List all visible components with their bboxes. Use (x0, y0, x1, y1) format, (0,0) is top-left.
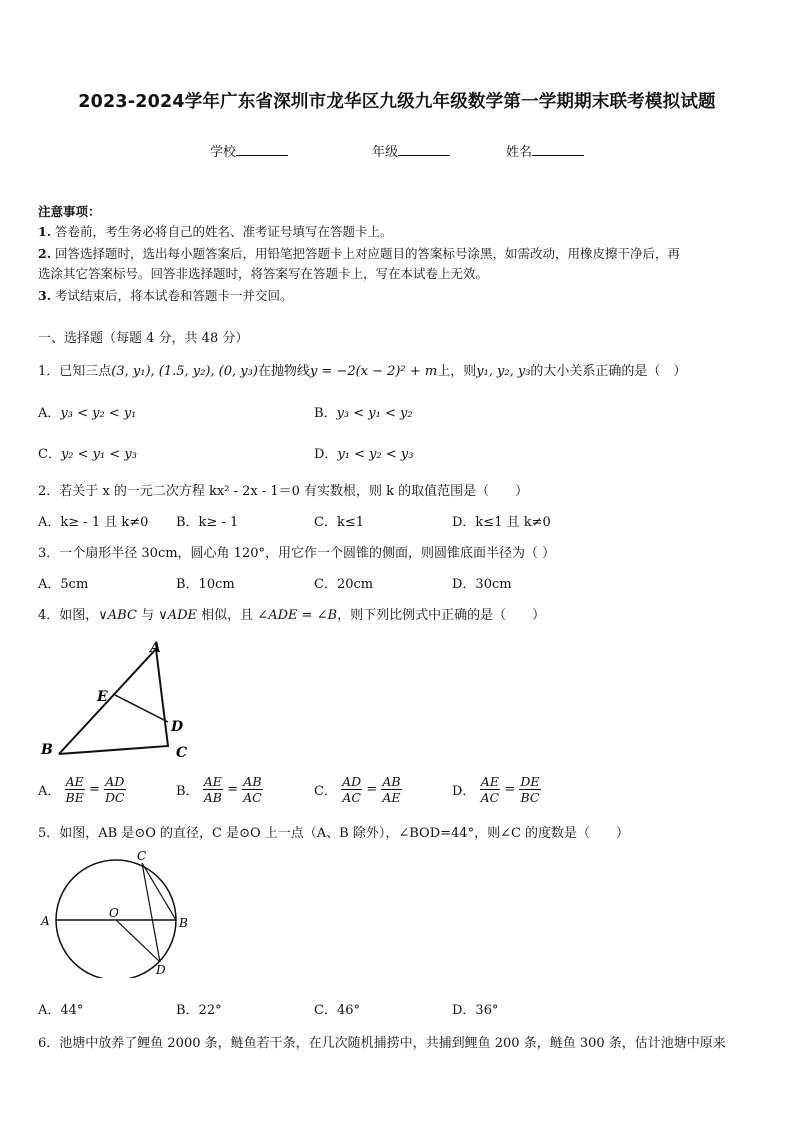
label-c: C (137, 850, 147, 863)
question-6-stem: 6．池塘中放养了鲤鱼 2000 条，鲢鱼若干条，在几次随机捕捞中，共捕到鲤鱼 200 条，鲢鱼 300 条，估计池塘中原来 (38, 1036, 726, 1051)
q4-b-frac-1: $\frac{AE}{AB}$ (203, 774, 222, 805)
q1-text-a: 1．已知三点 (38, 364, 112, 379)
triangle-abc (59, 649, 168, 754)
segment-ed (115, 695, 168, 722)
q4-a-frac-1: $\frac{AE}{BE}$ (65, 774, 84, 805)
note-2a (38, 244, 680, 263)
question-2-stem: 2．若关于 x 的一元二次方程 kx² - 2x - 1＝0 有实数根，则 k 的取值范围是（ ） (38, 484, 529, 499)
name-label: 姓名 (506, 145, 533, 160)
q4-option-c[interactable]: C． $\frac{AD}{AC}$ = $\frac{AB}{AE}$ (314, 774, 401, 805)
grade-label: 年级 (372, 145, 399, 160)
q1-parabola: y = −2(x − 2)² + m (309, 364, 438, 379)
school-label: 学校 (210, 145, 237, 160)
note-1-text: 答卷前，考生务必将自己的姓名、准考证号填写在答题卡上。 (55, 224, 393, 239)
q1-text-c: 上，则 (437, 364, 477, 379)
school-blank (236, 143, 288, 156)
exam-title: 2023-2024学年广东省深圳市龙华区九级九年级数学第一学期期末联考模拟试题 (78, 92, 716, 112)
q1-option-b[interactable]: B．y₃ < y₁ < y₂ (314, 406, 413, 421)
triangle-figure (36, 636, 196, 764)
q4-c-frac-1: $\frac{AD}{AC}$ (342, 774, 362, 805)
q5-option-b[interactable]: B．22° (176, 1003, 222, 1018)
question-1-stem (38, 360, 686, 379)
q4-b-frac-2: $\frac{AB}{AC}$ (243, 774, 262, 805)
note-3 (38, 286, 293, 305)
q3-option-a[interactable]: A．5cm (38, 577, 89, 592)
q4-option-a[interactable]: A． $\frac{AE}{BE}$ = $\frac{AD}{DC}$ (38, 774, 125, 805)
label-c: C (176, 745, 188, 761)
label-b: B (41, 742, 53, 758)
q4-d-frac-1: $\frac{AE}{AC}$ (480, 774, 500, 805)
q1-option-d[interactable]: D．y₁ < y₂ < y₃ (314, 447, 414, 462)
q2-option-a[interactable]: A．k≥ - 1 且 k≠0 (38, 515, 149, 530)
q3-option-c[interactable]: C．20cm (314, 577, 374, 592)
q2-option-d[interactable]: D．k≤1 且 k≠0 (452, 515, 551, 530)
q1-option-c[interactable]: C．y₂ < y₁ < y₃ (38, 447, 137, 462)
q3-option-b[interactable]: B．10cm (176, 577, 235, 592)
name-field (506, 141, 584, 160)
q4-option-b[interactable]: B． $\frac{AE}{AB}$ = $\frac{AB}{AC}$ (176, 774, 262, 805)
q4-c-frac-2: $\frac{AB}{AE}$ (382, 774, 401, 805)
label-a: A (41, 914, 50, 928)
label-o: O (109, 906, 119, 920)
note-3-num: 3. (38, 288, 52, 303)
label-e: E (97, 689, 108, 705)
grade-field (372, 141, 450, 160)
circle-figure (36, 850, 196, 978)
question-3-stem: 3．一个扇形半径 30cm，圆心角 120°，用它作一个圆锥的侧面，则圆锥底面半径为（ ） (38, 546, 556, 561)
q5-option-d[interactable]: D．36° (452, 1003, 499, 1018)
note-2-text-a: 回答选择题时，选出每小题答案后，用铅笔把答题卡上对应题目的答案标号涂黑，如需改动，用橡皮擦干净后，再 (55, 246, 681, 261)
section-heading: 一、选择题（每题 4 分，共 48 分） (38, 331, 249, 346)
notes-heading: 注意事项： (38, 204, 101, 219)
note-2-num: 2. (38, 246, 52, 261)
q1-option-a[interactable]: A．y₃ < y₂ < y₁ (38, 406, 137, 421)
school-field (210, 141, 288, 160)
name-blank (532, 143, 584, 156)
note-1-num: 1. (38, 224, 52, 239)
q5-option-a[interactable]: A．44° (38, 1003, 84, 1018)
grade-blank (398, 143, 450, 156)
label-d: D (171, 719, 184, 735)
q2-option-b[interactable]: B．k≥ - 1 (176, 515, 239, 530)
q4-d-frac-2: $\frac{DE}{BC}$ (520, 774, 540, 805)
q4-a-frac-2: $\frac{AD}{DC}$ (105, 774, 125, 805)
note-1 (38, 222, 393, 241)
label-b: B (179, 916, 188, 930)
question-5-stem: 5．如图，AB 是⊙O 的直径，C 是⊙O 上一点（A、B 除外），∠BOD=44°，则∠C 的度数是（ ） (38, 826, 630, 841)
q1-text-d: 的大小关系正确的是（ ） (530, 364, 687, 379)
label-a: A (150, 640, 161, 656)
q1-text-b: 在抛物线 (257, 364, 310, 379)
question-4-stem: 4．如图，∨ABC 与 ∨ADE 相似，且 ∠ADE = ∠B，则下列比例式中正确的是（ ） (38, 608, 546, 623)
q4-option-d[interactable]: D． $\frac{AE}{AC}$ = $\frac{DE}{BC}$ (452, 774, 540, 805)
q1-points: (3, y₁), (1.5, y₂), (0, y₃) (111, 364, 258, 379)
note-2-text-b: 选涂其它答案标号。回答非选择题时，将答案写在答题卡上，写在本试卷上无效。 (38, 266, 489, 281)
q2-option-c[interactable]: C．k≤1 (314, 515, 364, 530)
label-d: D (156, 963, 166, 977)
q5-option-c[interactable]: C．46° (314, 1003, 360, 1018)
q1-vars: y₁, y₂, y₃ (476, 364, 531, 379)
note-3-text: 考试结束后，将本试卷和答题卡一并交回。 (55, 288, 293, 303)
q3-option-d[interactable]: D．30cm (452, 577, 512, 592)
